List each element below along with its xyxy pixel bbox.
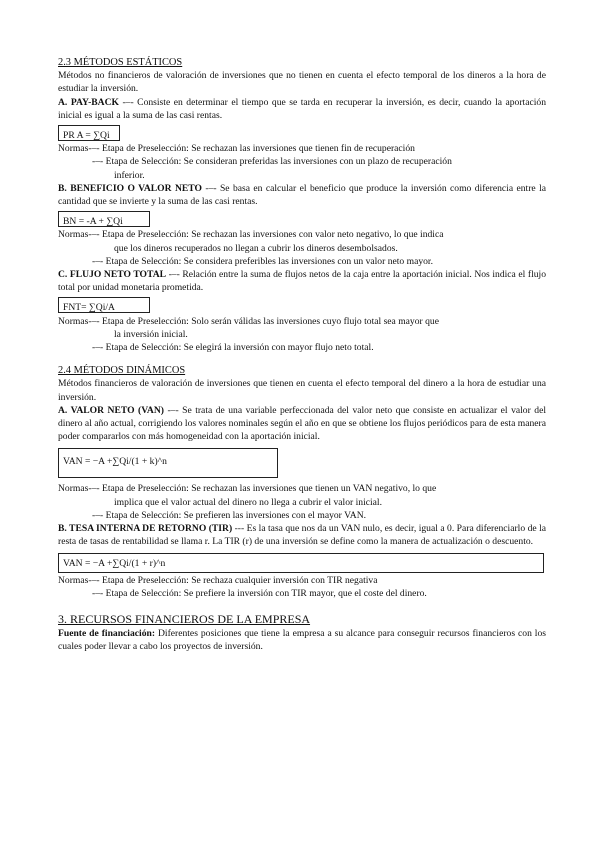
section-spacer — [58, 354, 546, 364]
beneficio-norms-label: Normas — [58, 229, 89, 241]
beneficio-text: -–- Se basa en calcular el beneficio que produce la inversión como diferencia entre la cantidad que se invierte y la suma de las casi rentas. — [58, 182, 546, 208]
flujo-paragraph — [58, 268, 546, 294]
van-formula-box: VAN = −A +∑Qi/(1 + k)^n — [58, 448, 278, 478]
section-2-3-heading: 2.3 MÉTODOS ESTÁTICOS — [58, 57, 183, 68]
flujo-text: -–- Relación entre la suma de flujos netos de la caja entre la aportación inicial. Nos indica el flujo total por unidad monetaria prometida. — [58, 269, 546, 294]
beneficio-norm-2: -–- Etapa de Selección: Se considera preferibles las inversiones con un valor neto mayor. — [92, 255, 433, 267]
section-spacer-2 — [58, 600, 546, 612]
flujo-norm-2: -–- Etapa de Selección: Se elegirá la inversión con mayor flujo neto total. — [92, 342, 374, 354]
payback-text: -–- Consiste en determinar el tiempo que se tarda en recuperar la inversión, es decir, cuando la aportación inicial es igual a la suma de las casi rentas. — [58, 96, 546, 121]
payback-norm-1: -–- Etapa de Preselección: Se rechazan las inversiones que tienen fin de recuperación — [88, 143, 415, 155]
flujo-title: C. FLUJO NETO TOTAL — [58, 269, 167, 281]
van-norm-2: -–- Etapa de Selección: Se prefieren las inversiones con el mayor VAN. — [92, 509, 367, 521]
flujo-norms-row — [58, 315, 546, 328]
beneficio-norm-1-cont: que los dineros recuperados no llegan a cubrir los dineros desembolsados. — [114, 242, 398, 254]
payback-norm-2-cont: inferior. — [114, 169, 145, 181]
payback-paragraph — [58, 96, 546, 122]
van-norms-row — [58, 482, 546, 495]
tir-norms-label: Normas — [58, 574, 89, 586]
flujo-norm-1-cont: la inversión inicial. — [114, 328, 188, 340]
van-norms-label: Normas — [58, 483, 89, 495]
payback-title: A. PAY-BACK — [58, 96, 119, 108]
tir-norms-row — [58, 574, 546, 587]
section-2-4-heading: 2.4 MÉTODOS DINÁMICOS — [58, 365, 186, 377]
beneficio-norms-row — [58, 228, 546, 241]
beneficio-formula-box: BN = -A + ∑Qi — [58, 211, 150, 227]
van-norm-1: -–- Etapa de Preselección: Se rechazan las inversiones que tienen un VAN negativo, lo que — [88, 483, 437, 495]
beneficio-norm-1: -–- Etapa de Preselección: Se rechazan las inversiones con valor neto negativo, lo que indica — [88, 229, 444, 241]
tir-norm-2: -–- Etapa de Selección: Se prefiere la inversión con TIR mayor, que el coste del dinero. — [92, 587, 427, 599]
tir-paragraph — [58, 522, 546, 548]
section-2-4-intro: Métodos financieros de valoración de inversiones que tienen en cuenta el efecto temporal del dinero a la hora de estudiar una inversión. — [58, 378, 546, 403]
flujo-norm-1: -–- Etapa de Preselección: Solo serán válidas las inversiones cuyo flujo total sea mayor que — [88, 315, 439, 327]
beneficio-title: B. BENEFICIO O VALOR NETO — [58, 182, 202, 194]
payback-norms-label: Normas — [58, 143, 89, 155]
flujo-norms-label: Normas — [58, 315, 89, 327]
van-title: A. VALOR NETO (VAN) — [58, 404, 164, 416]
van-paragraph — [58, 404, 546, 444]
payback-norm-2: -–- Etapa de Selección: Se consideran preferidas las inversiones con un plazo de recuperación — [92, 156, 452, 168]
fuente-text: Diferentes posiciones que tiene la empresa a su alcance para conseguir recursos financieros con los cuales poder llevar a cabo los proyectos de inversión. — [58, 627, 547, 653]
fuente-term: Fuente de financiación: — [58, 627, 156, 639]
fuente-paragraph — [58, 627, 546, 653]
document-page — [58, 56, 546, 653]
tir-title: B. TESA INTERNA DE RETORNO (TIR) — [58, 523, 233, 535]
flujo-formula-box: FNT= ∑Qi/A — [58, 297, 150, 313]
van-norm-1-cont: implica que el valor actual del dinero no llega a cubrir el valor inicial. — [114, 496, 382, 508]
tir-formula-box: VAN = −A +∑Qi/(1 + r)^n — [58, 553, 544, 573]
payback-norms-row — [58, 142, 546, 155]
tir-norm-1: -–- Etapa de Preselección: Se rechaza cualquier inversión con TIR negativa — [88, 574, 378, 586]
tir-text: --- Es la tasa que nos da un VAN nulo, es decir, igual a 0. Para diferenciarlo de la resta de tasas de rentabilidad se llama r. La TIR (r) de una inversión se define como la manera de actualización o descuento. — [58, 523, 546, 548]
beneficio-paragraph — [58, 182, 546, 208]
section-2-3-intro: Métodos no financieros de valoración de inversiones que no tienen en cuenta el efecto temporal de los dineros a la hora de estudiar la inversión. — [58, 70, 546, 95]
section-3-heading: 3. RECURSOS FINANCIEROS DE LA EMPRESA — [58, 611, 311, 626]
van-text: -–- Se trata de una variable perfeccionada del valor neto que consiste en actualizar el valor del dinero al año actual, corrigiendo los valores nominales según el año en que se obtiene los flujos periódicos para de esta manera poder compararlos con más homogeneidad con la aportación inicial. — [58, 404, 546, 443]
payback-formula-box: PR A = ∑Qi — [58, 125, 120, 141]
